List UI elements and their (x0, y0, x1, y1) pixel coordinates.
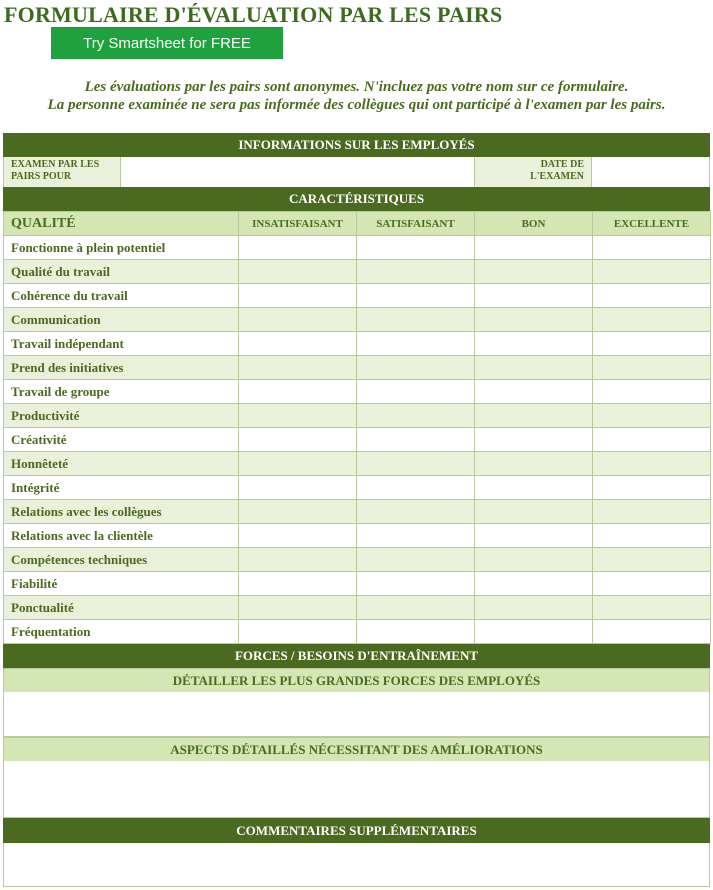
quality-label: Ponctualité (4, 596, 239, 620)
greatest-strengths-header: DÉTAILLER LES PLUS GRANDES FORCES DES EMPLOYÉS (3, 668, 710, 692)
table-row (4, 284, 711, 308)
try-smartsheet-button[interactable]: Try Smartsheet for FREE (51, 27, 283, 59)
employee-info-header: INFORMATIONS SUR LES EMPLOYÉS (3, 133, 710, 157)
rating-cell[interactable] (239, 332, 357, 356)
rating-cell[interactable] (357, 428, 475, 452)
review-date-label-line-2: L'EXAMEN (530, 171, 584, 182)
rating-cell[interactable] (475, 380, 593, 404)
rating-cell[interactable] (357, 404, 475, 428)
quality-label: Fréquentation (4, 620, 239, 644)
quality-label: Relations avec la clientèle (4, 524, 239, 548)
rating-cell[interactable] (593, 452, 711, 476)
rating-cell[interactable] (239, 428, 357, 452)
rating-cell[interactable] (593, 356, 711, 380)
rating-cell[interactable] (475, 308, 593, 332)
quality-label: Communication (4, 308, 239, 332)
table-row (4, 572, 711, 596)
quality-label: Productivité (4, 404, 239, 428)
rating-cell[interactable] (239, 404, 357, 428)
reviewee-label (4, 157, 121, 187)
table-row (4, 404, 711, 428)
intro-note (0, 78, 713, 114)
employee-info-row (3, 157, 710, 187)
rating-cell[interactable] (239, 308, 357, 332)
rating-cell[interactable] (475, 500, 593, 524)
quality-label: Intégrité (4, 476, 239, 500)
reviewee-label-line-1: EXAMEN PAR LES (11, 159, 100, 170)
rating-cell[interactable] (475, 332, 593, 356)
comments-header: COMMENTAIRES SUPPLÉMENTAIRES (3, 818, 710, 843)
quality-label: Prend des initiatives (4, 356, 239, 380)
rating-cell[interactable] (357, 596, 475, 620)
rating-cell[interactable] (593, 308, 711, 332)
quality-label: Cohérence du travail (4, 284, 239, 308)
quality-label: Fonctionne à plein potentiel (4, 236, 239, 260)
improvements-header: ASPECTS DÉTAILLÉS NÉCESSITANT DES AMÉLIORATIONS (3, 737, 710, 761)
rating-cell[interactable] (593, 596, 711, 620)
quality-label: Travail de groupe (4, 380, 239, 404)
reviewee-label-line-2: PAIRS POUR (11, 171, 72, 182)
quality-label: Qualité du travail (4, 260, 239, 284)
intro-line-1: Les évaluations par les pairs sont anonymes. N'incluez pas votre nom sur ce formulaire. (84, 79, 629, 95)
column-header-good: BON (475, 212, 593, 236)
table-row (4, 500, 711, 524)
rating-cell[interactable] (239, 620, 357, 644)
rating-cell[interactable] (239, 596, 357, 620)
rating-cell[interactable] (475, 404, 593, 428)
table-row (4, 524, 711, 548)
quality-label: Créativité (4, 428, 239, 452)
rating-cell[interactable] (593, 572, 711, 596)
rating-cell[interactable] (357, 236, 475, 260)
review-date-label (475, 157, 592, 187)
rating-cell[interactable] (475, 356, 593, 380)
rating-cell[interactable] (239, 380, 357, 404)
rating-cell[interactable] (475, 596, 593, 620)
rating-cell[interactable] (239, 356, 357, 380)
rating-cell[interactable] (239, 572, 357, 596)
quality-label: Fiabilité (4, 572, 239, 596)
rating-cell[interactable] (475, 524, 593, 548)
rating-cell[interactable] (357, 572, 475, 596)
table-row (4, 596, 711, 620)
rating-cell[interactable] (357, 356, 475, 380)
column-header-excellent: EXCELLENTE (593, 212, 711, 236)
rating-cell[interactable] (593, 380, 711, 404)
table-row (4, 308, 711, 332)
characteristics-header: CARACTÉRISTIQUES (3, 187, 710, 211)
rating-cell[interactable] (593, 404, 711, 428)
rating-cell[interactable] (357, 620, 475, 644)
rating-cell[interactable] (593, 620, 711, 644)
quality-label: Relations avec les collègues (4, 500, 239, 524)
rating-cell[interactable] (239, 476, 357, 500)
strengths-header: FORCES / BESOINS D'ENTRAÎNEMENT (3, 644, 710, 668)
rating-cell[interactable] (593, 548, 711, 572)
rating-cell[interactable] (475, 548, 593, 572)
rating-cell[interactable] (475, 284, 593, 308)
rating-cell[interactable] (475, 428, 593, 452)
rating-cell[interactable] (357, 524, 475, 548)
rating-cell[interactable] (239, 260, 357, 284)
column-header-satisfactory: SATISFAISANT (357, 212, 475, 236)
rating-cell[interactable] (357, 308, 475, 332)
rating-cell[interactable] (475, 476, 593, 500)
rating-cell[interactable] (593, 332, 711, 356)
peer-review-form (3, 133, 710, 887)
rating-cell[interactable] (357, 476, 475, 500)
rating-cell[interactable] (475, 452, 593, 476)
table-row (4, 428, 711, 452)
column-header-unsatisfactory: INSATISFAISANT (239, 212, 357, 236)
rating-cell[interactable] (239, 548, 357, 572)
quality-label: Travail indépendant (4, 332, 239, 356)
rating-cell[interactable] (593, 428, 711, 452)
intro-line-2: La personne examinée ne sera pas informée des collègues qui ont participé à l'examen par les pairs. (47, 97, 666, 113)
rating-cell[interactable] (593, 500, 711, 524)
table-row (4, 548, 711, 572)
rating-cell[interactable] (239, 500, 357, 524)
table-row (4, 260, 711, 284)
rating-cell[interactable] (239, 524, 357, 548)
rating-cell[interactable] (239, 236, 357, 260)
rating-cell[interactable] (593, 524, 711, 548)
rating-cell[interactable] (593, 284, 711, 308)
table-row (4, 620, 711, 644)
rating-table-header-row (4, 212, 711, 236)
table-row (4, 236, 711, 260)
review-date-label-line-1: DATE DE (540, 159, 584, 170)
rating-cell[interactable] (357, 380, 475, 404)
page-title: FORMULAIRE D'ÉVALUATION PAR LES PAIRS (4, 2, 503, 27)
review-date-field[interactable] (592, 157, 709, 187)
rating-cell[interactable] (475, 260, 593, 284)
table-row (4, 476, 711, 500)
rating-cell[interactable] (475, 572, 593, 596)
reviewee-field[interactable] (121, 157, 475, 187)
rating-cell[interactable] (593, 260, 711, 284)
rating-cell[interactable] (593, 236, 711, 260)
rating-table (3, 211, 711, 644)
rating-cell[interactable] (475, 236, 593, 260)
table-row (4, 452, 711, 476)
rating-cell[interactable] (239, 284, 357, 308)
rating-cell[interactable] (593, 476, 711, 500)
greatest-strengths-field[interactable] (3, 692, 710, 737)
rating-cell[interactable] (239, 452, 357, 476)
rating-cell[interactable] (475, 620, 593, 644)
rating-cell[interactable] (357, 452, 475, 476)
column-header-quality: QUALITÉ (4, 212, 239, 236)
table-row (4, 332, 711, 356)
improvements-field[interactable] (3, 761, 710, 818)
rating-cell[interactable] (357, 284, 475, 308)
table-row (4, 380, 711, 404)
quality-label: Compétences techniques (4, 548, 239, 572)
table-row (4, 356, 711, 380)
rating-cell[interactable] (357, 332, 475, 356)
quality-label: Honnêteté (4, 452, 239, 476)
rating-cell[interactable] (357, 548, 475, 572)
rating-cell[interactable] (357, 260, 475, 284)
comments-field[interactable] (3, 843, 710, 887)
rating-cell[interactable] (357, 500, 475, 524)
